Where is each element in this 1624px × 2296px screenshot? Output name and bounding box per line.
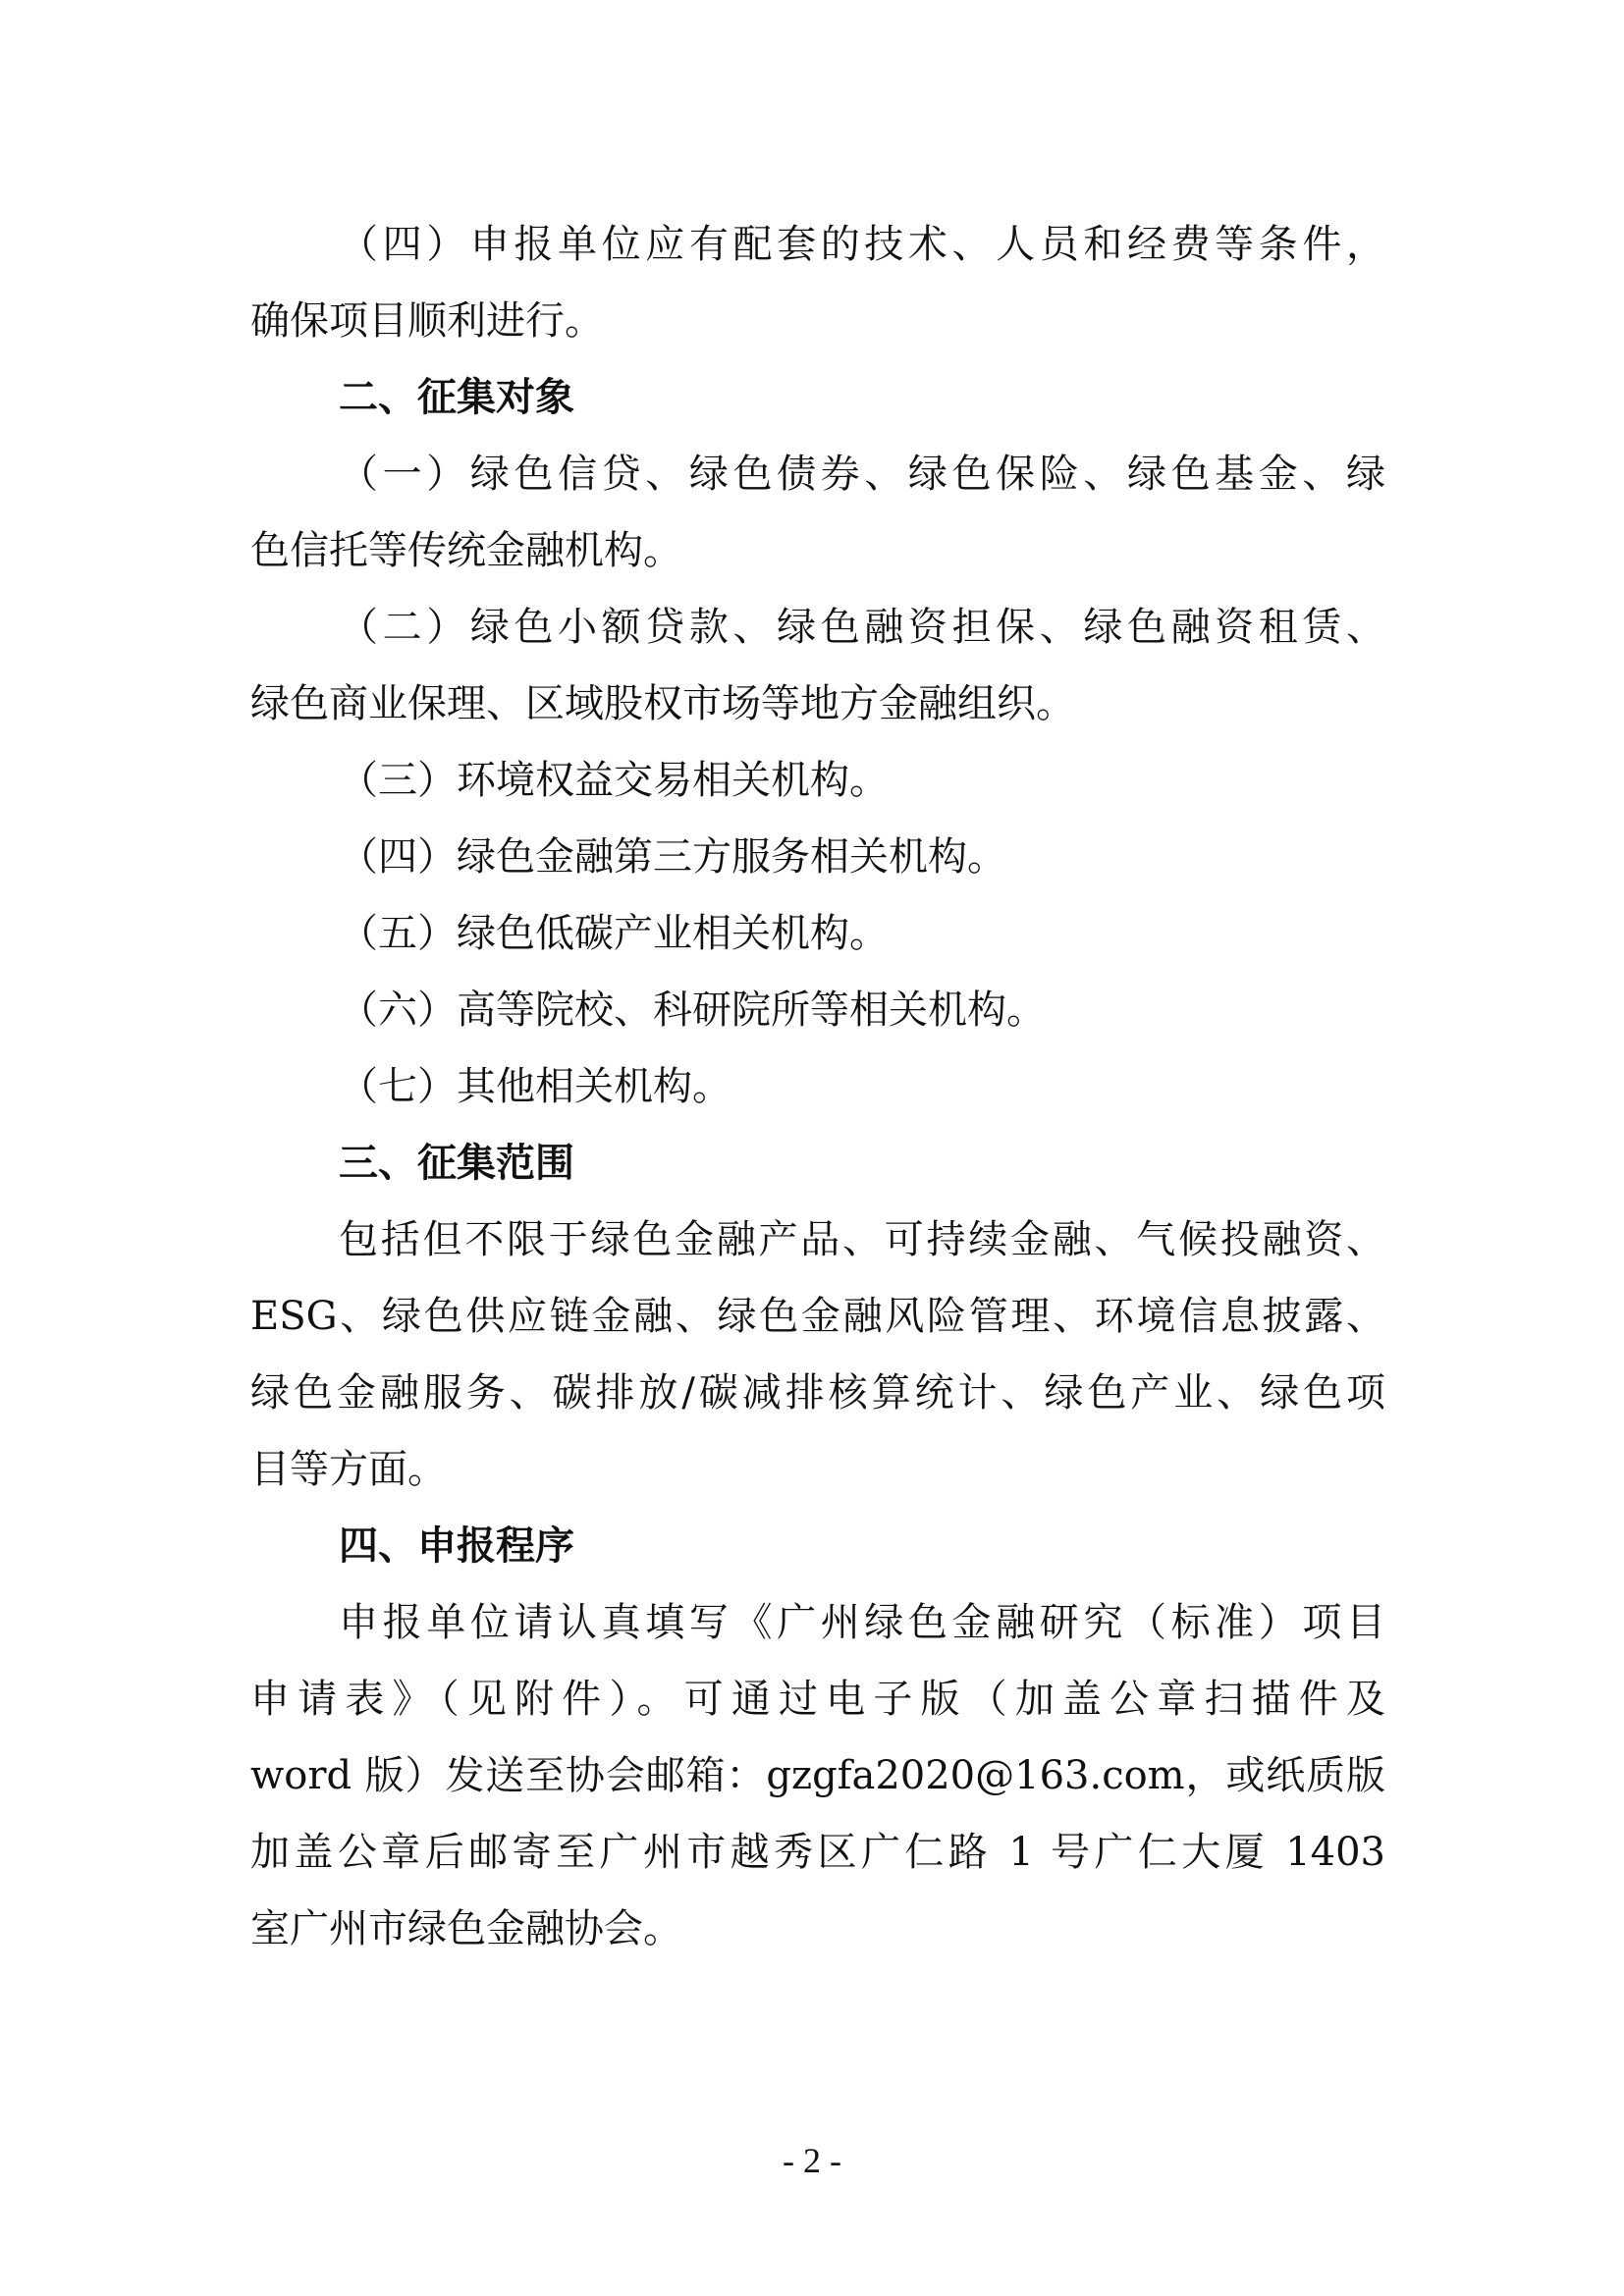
section-3-heading: 三、征集范围	[339, 1141, 574, 1186]
para-1-line-2: 确保项目顺利进行。	[250, 298, 604, 344]
section-2-item-2-line-2: 绿色商业保理、区域股权市场等地方金融组织。	[250, 681, 1075, 726]
section-2-heading: 二、征集对象	[339, 375, 574, 420]
section-4-heading: 四、申报程序	[339, 1523, 574, 1569]
section-4-line-1: 申报单位请认真填写《广州绿色金融研究（标准）项目	[339, 1600, 1385, 1645]
page-number: - 2 -	[783, 2141, 841, 2180]
section-4-line-2: 申请表》（见附件）。可通过电子版（加盖公章扫描件及	[250, 1677, 1385, 1722]
section-4-line-5: 室广州市绿色金融协会。	[250, 1906, 682, 1951]
section-2-item-4: （四）绿色金融第三方服务相关机构。	[339, 834, 1006, 880]
section-2-item-1-line-1: （一）绿色信贷、绿色债券、绿色保险、绿色基金、绿	[339, 452, 1385, 497]
section-3-line-4: 目等方面。	[250, 1447, 447, 1492]
section-2-item-7: （七）其他相关机构。	[339, 1064, 731, 1109]
section-3-line-1: 包括但不限于绿色金融产品、可持续金融、气候投融资、	[339, 1217, 1385, 1262]
section-4-line-3: word 版）发送至协会邮箱：gzgfa2020@163.com，或纸质版	[250, 1753, 1385, 1798]
section-2-item-6: （六）高等院校、科研院所等相关机构。	[339, 988, 1046, 1033]
section-3-line-3: 绿色金融服务、碳排放/碳减排核算统计、绿色产业、绿色项	[250, 1370, 1385, 1415]
section-3-line-2: ESG、绿色供应链金融、绿色金融风险管理、环境信息披露、	[250, 1294, 1385, 1339]
para-1-line-1: （四）申报单位应有配套的技术、人员和经费等条件，	[339, 222, 1385, 267]
section-2-item-1-line-2: 色信托等传统金融机构。	[250, 528, 682, 573]
section-2-item-2-line-1: （二）绿色小额贷款、绿色融资担保、绿色融资租赁、	[339, 605, 1385, 650]
section-2-item-3: （三）环境权益交易相关机构。	[339, 758, 889, 803]
section-2-item-5: （五）绿色低碳产业相关机构。	[339, 911, 889, 956]
section-4-line-4: 加盖公章后邮寄至广州市越秀区广仁路 1 号广仁大厦 1403	[250, 1830, 1385, 1875]
